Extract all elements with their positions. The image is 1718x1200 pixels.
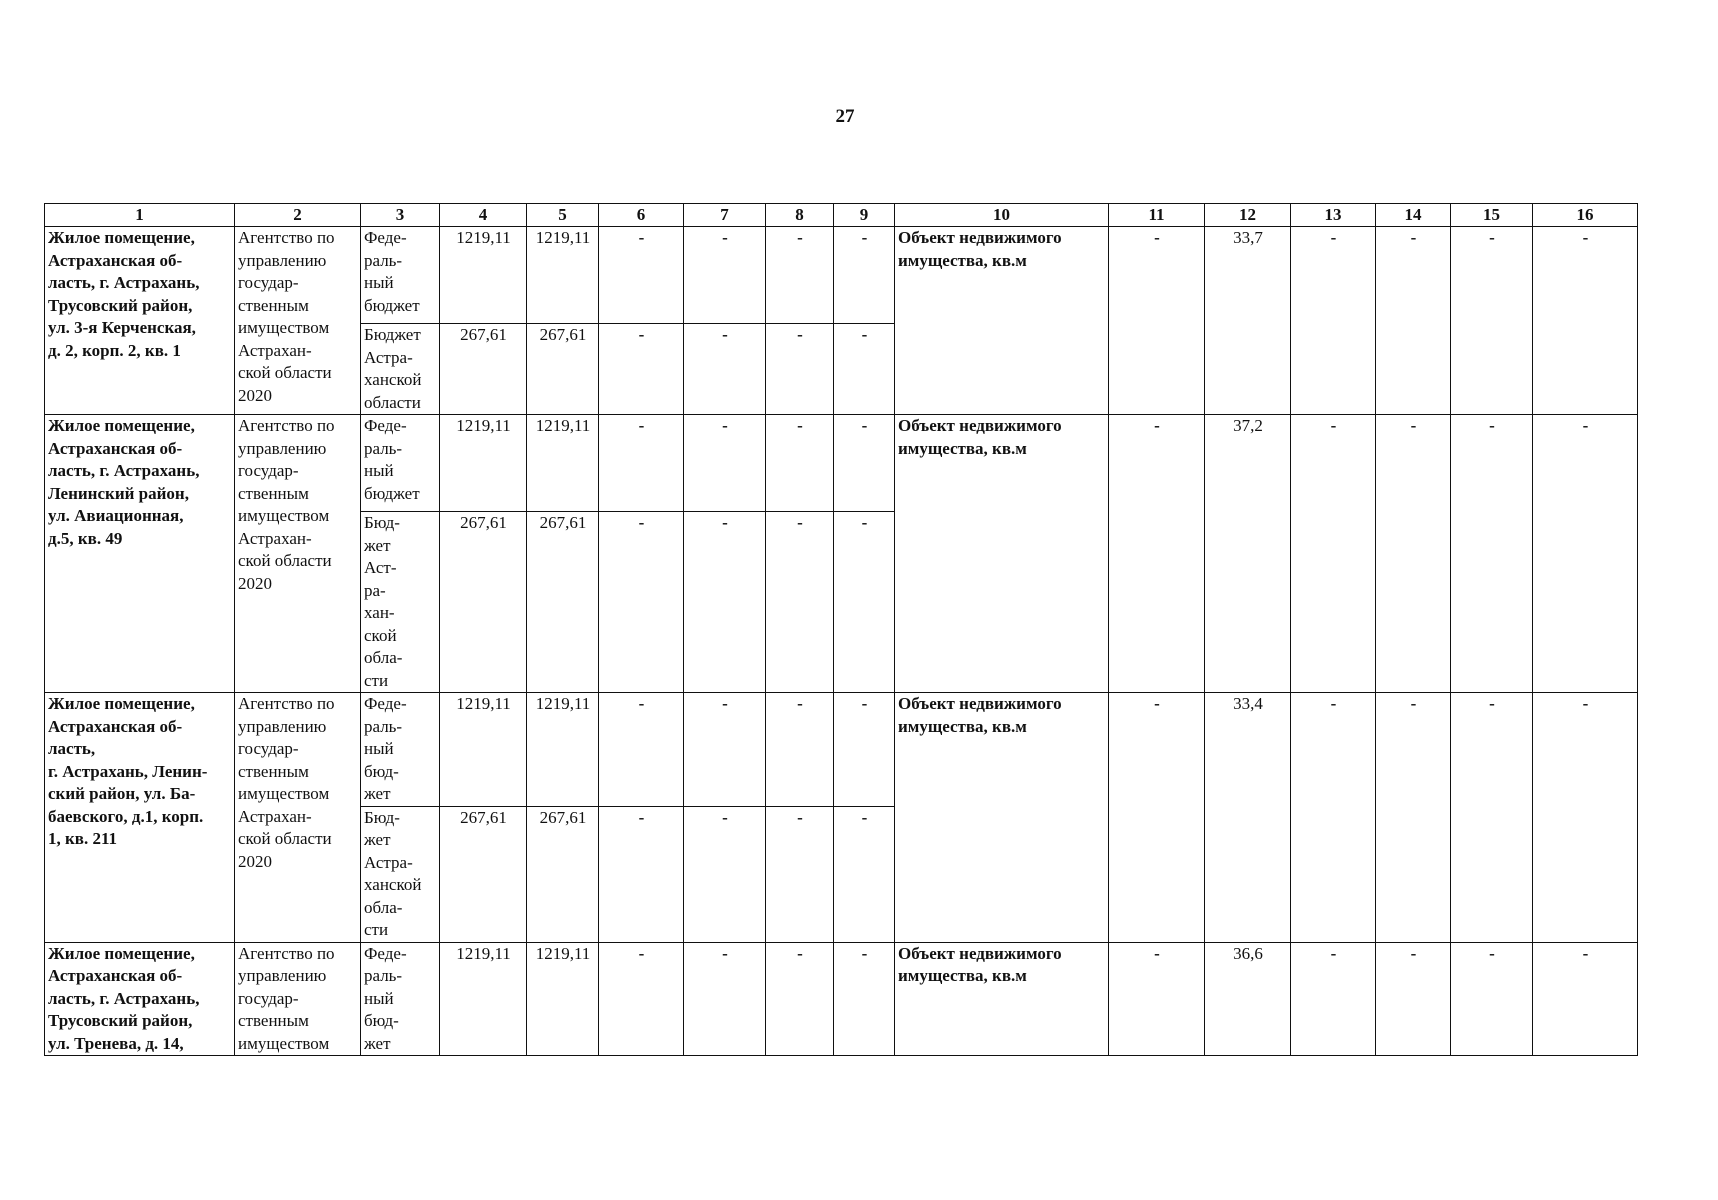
- amount-cell: 267,61: [440, 324, 527, 415]
- column-number: 13: [1291, 204, 1376, 227]
- funding-source: Феде- раль- ный бюд- жет: [361, 942, 440, 1056]
- amount-cell: 1219,11: [527, 693, 599, 807]
- amount-cell: 267,61: [440, 512, 527, 693]
- program-objects-table: [44, 203, 1638, 1056]
- amount-cell: 267,61: [527, 806, 599, 942]
- amount-cell: 1219,11: [440, 227, 527, 324]
- object-address: Жилое помещение, Астраханская об- ласть, г. Астрахань, Трусовский район, ул. 3-я Керченская, д. 2, корп. 2, кв. 1: [45, 227, 235, 415]
- empty-value-cell: -: [684, 324, 766, 415]
- column-number: 10: [895, 204, 1109, 227]
- column-number-row: [45, 204, 1638, 227]
- amount-cell: 1219,11: [527, 942, 599, 1056]
- indicator-name: Объект недвижимого имущества, кв.м: [895, 227, 1109, 415]
- empty-value-cell: -: [1533, 415, 1638, 693]
- area-value: 36,6: [1205, 942, 1291, 1056]
- indicator-name: Объект недвижимого имущества, кв.м: [895, 415, 1109, 693]
- column-number: 4: [440, 204, 527, 227]
- empty-value-cell: -: [684, 227, 766, 324]
- funding-source: Бюджет Астра- ханской области: [361, 324, 440, 415]
- empty-value-cell: -: [1109, 227, 1205, 415]
- column-number: 9: [834, 204, 895, 227]
- empty-value-cell: -: [599, 512, 684, 693]
- column-number: 8: [766, 204, 834, 227]
- empty-value-cell: -: [599, 806, 684, 942]
- table-row: [45, 693, 1638, 807]
- object-address: Жилое помещение, Астраханская об- ласть, г. Астрахань, Трусовский район, ул. Тренева, д. 14,: [45, 942, 235, 1056]
- empty-value-cell: -: [766, 512, 834, 693]
- empty-value-cell: -: [1291, 942, 1376, 1056]
- amount-cell: 1219,11: [440, 415, 527, 512]
- empty-value-cell: -: [834, 227, 895, 324]
- responsible-agency: Агентство по управлению государ- ственным имуществом Астрахан- ской области 2020: [235, 415, 361, 693]
- column-number: 5: [527, 204, 599, 227]
- amount-cell: 1219,11: [440, 693, 527, 807]
- column-number: 7: [684, 204, 766, 227]
- page-number: 27: [835, 106, 855, 127]
- empty-value-cell: -: [834, 512, 895, 693]
- column-number: 16: [1533, 204, 1638, 227]
- responsible-agency: Агентство по управлению государ- ственным имуществом Астрахан- ской области 2020: [235, 227, 361, 415]
- empty-value-cell: -: [834, 806, 895, 942]
- object-address: Жилое помещение, Астраханская об- ласть, г. Астрахань, Ленинский район, ул. Авиационная, д.5, кв. 49: [45, 415, 235, 693]
- empty-value-cell: -: [599, 942, 684, 1056]
- empty-value-cell: -: [1451, 942, 1533, 1056]
- amount-cell: 267,61: [440, 806, 527, 942]
- empty-value-cell: -: [1376, 693, 1451, 943]
- empty-value-cell: -: [766, 942, 834, 1056]
- empty-value-cell: -: [834, 942, 895, 1056]
- empty-value-cell: -: [599, 693, 684, 807]
- empty-value-cell: -: [1533, 227, 1638, 415]
- column-number: 2: [235, 204, 361, 227]
- empty-value-cell: -: [1451, 415, 1533, 693]
- empty-value-cell: -: [1291, 415, 1376, 693]
- empty-value-cell: -: [599, 415, 684, 512]
- empty-value-cell: -: [766, 806, 834, 942]
- table-row: [45, 942, 1638, 1056]
- funding-source: Феде- раль- ный бюджет: [361, 415, 440, 512]
- empty-value-cell: -: [1291, 693, 1376, 943]
- area-value: 33,4: [1205, 693, 1291, 943]
- amount-cell: 1219,11: [527, 415, 599, 512]
- column-number: 11: [1109, 204, 1205, 227]
- empty-value-cell: -: [834, 324, 895, 415]
- table-row: [45, 415, 1638, 512]
- area-value: 37,2: [1205, 415, 1291, 693]
- empty-value-cell: -: [599, 324, 684, 415]
- empty-value-cell: -: [684, 942, 766, 1056]
- table-row: [45, 227, 1638, 324]
- column-number: 12: [1205, 204, 1291, 227]
- empty-value-cell: -: [1376, 227, 1451, 415]
- indicator-name: Объект недвижимого имущества, кв.м: [895, 693, 1109, 943]
- column-number: 14: [1376, 204, 1451, 227]
- empty-value-cell: -: [1533, 942, 1638, 1056]
- amount-cell: 267,61: [527, 324, 599, 415]
- empty-value-cell: -: [684, 512, 766, 693]
- empty-value-cell: -: [834, 415, 895, 512]
- funding-source: Феде- раль- ный бюд- жет: [361, 693, 440, 807]
- empty-value-cell: -: [766, 324, 834, 415]
- funding-source: Бюд- жет Астра- ханской обла- сти: [361, 806, 440, 942]
- empty-value-cell: -: [1109, 693, 1205, 943]
- column-number: 3: [361, 204, 440, 227]
- object-address: Жилое помещение, Астраханская об- ласть, г. Астрахань, Ленин- ский район, ул. Ба- баевского, д.1, корп. 1, кв. 211: [45, 693, 235, 943]
- empty-value-cell: -: [599, 227, 684, 324]
- funding-source: Бюд- жет Аст- ра- хан- ской обла- сти: [361, 512, 440, 693]
- amount-cell: 267,61: [527, 512, 599, 693]
- empty-value-cell: -: [766, 415, 834, 512]
- funding-source: Феде- раль- ный бюджет: [361, 227, 440, 324]
- empty-value-cell: -: [1376, 415, 1451, 693]
- empty-value-cell: -: [684, 415, 766, 512]
- empty-value-cell: -: [1533, 693, 1638, 943]
- empty-value-cell: -: [1109, 415, 1205, 693]
- empty-value-cell: -: [766, 693, 834, 807]
- empty-value-cell: -: [834, 693, 895, 807]
- empty-value-cell: -: [1451, 227, 1533, 415]
- indicator-name: Объект недвижимого имущества, кв.м: [895, 942, 1109, 1056]
- column-number: 6: [599, 204, 684, 227]
- column-number: 1: [45, 204, 235, 227]
- column-number: 15: [1451, 204, 1533, 227]
- empty-value-cell: -: [766, 227, 834, 324]
- empty-value-cell: -: [684, 693, 766, 807]
- empty-value-cell: -: [1109, 942, 1205, 1056]
- empty-value-cell: -: [1451, 693, 1533, 943]
- empty-value-cell: -: [1291, 227, 1376, 415]
- amount-cell: 1219,11: [527, 227, 599, 324]
- empty-value-cell: -: [684, 806, 766, 942]
- amount-cell: 1219,11: [440, 942, 527, 1056]
- empty-value-cell: -: [1376, 942, 1451, 1056]
- area-value: 33,7: [1205, 227, 1291, 415]
- responsible-agency: Агентство по управлению государ- ственным имуществом: [235, 942, 361, 1056]
- responsible-agency: Агентство по управлению государ- ственным имуществом Астрахан- ской области 2020: [235, 693, 361, 943]
